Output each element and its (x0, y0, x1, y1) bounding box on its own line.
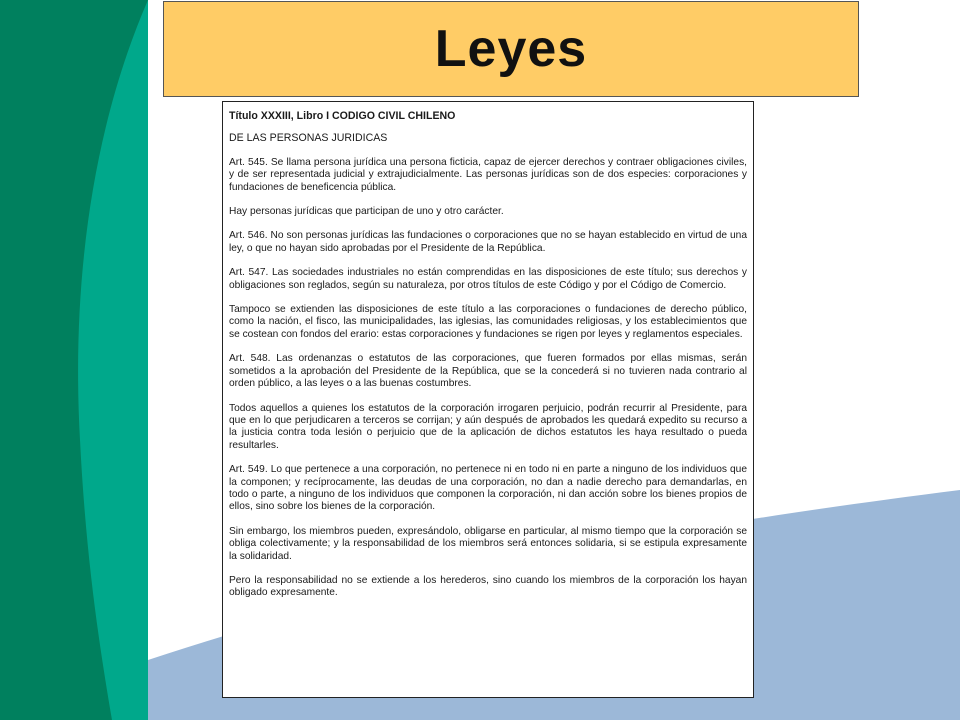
paragraph: Art. 547. Las sociedades industriales no están comprendidas en las disposiciones de este título; sus derechos y obligaciones son reglados, según su naturaleza, por otros títulos de este Código y por el Código de Comercio. (229, 267, 747, 291)
document-page (222, 101, 754, 698)
paragraph: Art. 549. Lo que pertenece a una corporación, no pertenece ni en todo ni en parte a ninguno de los individuos que la componen; y recíprocamente, las deudas de una corporación, no dan a nadie derecho para demandarlas, en todo o parte, a ninguno de los individuos que componen la corporación, ni dan acción sobre los bienes propios de ellos, sino sobre los bienes de la corporación. (229, 464, 747, 513)
paragraph: Todos aquellos a quienes los estatutos de la corporación irrogaren perjuicio, podrán recurrir al Presidente, para que en lo que perjudicaren a terceros se corrijan; y aún después de aprobados les quedará expedito su recurso a la justicia contra toda lesión o perjuicio que de la aplicación de dichos estatutos les haya resultado o pueda resultarles. (229, 402, 747, 451)
paragraph: Art. 546. No son personas jurídicas las fundaciones o corporaciones que no se hayan establecido en virtud de una ley, o que no hayan sido aprobadas por el Presidente de la República. (229, 230, 747, 254)
paragraph: Pero la responsabilidad no se extiende a los herederos, sino cuando los miembros de la corporación los hayan obligado expresamente. (229, 574, 747, 599)
paragraph: Hay personas jurídicas que participan de uno y otro carácter. (229, 206, 504, 218)
paragraph: Tampoco se extienden las disposiciones de este título a las corporaciones o fundaciones de derecho público, como la nación, el fisco, las municipalidades, las iglesias, las comunidades religiosas, y los establecimientos que se costean con fondos del erario: estas corporaciones y fundaciones se rigen por leyes y reglamentos especiales. (229, 304, 747, 340)
paragraph: Sin embargo, los miembros pueden, expresándolo, obligarse en particular, al mismo tiempo que la corporación se obliga colectivamente; y la responsabilidad de los miembros será entonces solidaria, si se estipula expresamente la solidaridad. (229, 525, 747, 562)
document-subheading: DE LAS PERSONAS JURIDICAS (229, 132, 388, 145)
paragraph: Art. 548. Las ordenanzas o estatutos de las corporaciones, que fueren formados por ellas mismas, serán sometidos a la aprobación del Presidente de la República, que se la concederá si no tuvieren nada contrario al orden público, a las leyes o a las buenas costumbres. (229, 353, 747, 390)
document-heading: Título XXXIII, Libro I CODIGO CIVIL CHILENO (229, 110, 456, 122)
paragraph: Art. 545. Se llama persona jurídica una persona ficticia, capaz de ejercer derechos y contraer obligaciones civiles, y de ser representada judicial y extrajudicialmente. Las personas jurídicas son de dos especies: corporaciones y fundaciones de beneficencia pública. (229, 156, 747, 193)
title-banner (163, 1, 859, 97)
slide-title: Leyes (434, 20, 588, 78)
